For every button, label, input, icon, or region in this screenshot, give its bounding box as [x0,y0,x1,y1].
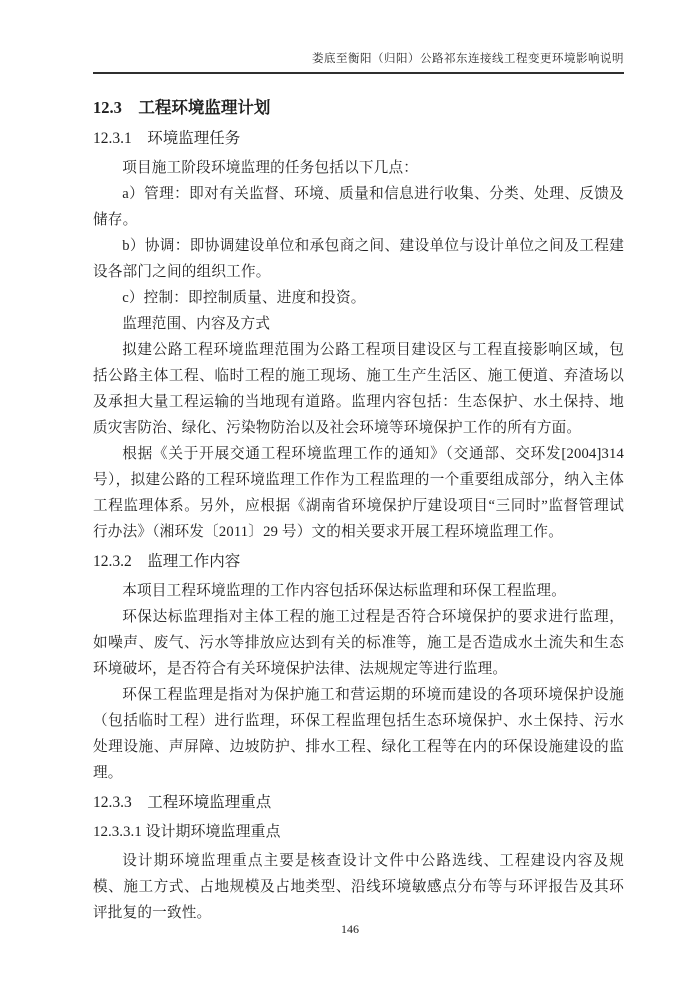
subsection-heading-12-3-3: 12.3.3 工程环境监理重点 [93,794,272,811]
page-number: 146 [341,922,359,936]
subsection-heading-12-3-3-1: 12.3.3.1 设计期环境监理重点 [93,824,281,840]
paragraph: 根据《关于开展交通工程环境监理工作的通知》（交通部、交环发[2004]314 号），拟建公路的工程环境监理工作作为工程监理的一个重要组成部分，纳入主体工程监理体系。另外，应根据《湖南省环境保护厅建设项目“三同时”监督管理试行办法》（湘环发〔2011〕29 号）文的相关要求开展工程环境监理工作。 [93,446,624,540]
page-header [93,50,624,74]
paragraph: 环保达标监理指对主体工程的施工过程是否符合环境保护的要求进行监理，如噪声、废气、污水等排放应达到有关的标准等，施工是否造成水土流失和生态环境破坏，是否符合有关环境保护法律、法规规定等进行监理。 [93,609,624,677]
paragraph: 环保工程监理是指对为保护施工和营运期的环境而建设的各项环境保护设施（包括临时工程）进行监理，环保工程监理包括生态环境保护、水土保持、污水处理设施、声屏障、边坡防护、排水工程、绿化工程等在内的环保设施建设的监理。 [93,687,624,781]
paragraph: 监理范围、内容及方式 [122,316,271,332]
page-footer [0,922,700,990]
subsection-heading-12-3-2: 12.3.2 监理工作内容 [93,553,241,570]
paragraph: 设计期环境监理重点主要是核查设计文件中公路选线、工程建设内容及规模、施工方式、占地规模及占地类型、沿线环境敏感点分布等与环评报告及其环评批复的一致性。 [93,853,624,921]
paragraph: 本项目工程环境监理的工作内容包括环保达标监理和环保工程监理。 [122,583,567,599]
paragraph: a）管理：即对有关监督、环境、质量和信息进行收集、分类、处理、反馈及储存。 [93,186,624,228]
paragraph: c）控制：即控制质量、进度和投资。 [122,290,366,306]
document-content [93,84,624,926]
subsection-heading-12-3-1: 12.3.1 环境监理任务 [93,130,241,147]
paragraph: 拟建公路工程环境监理范围为公路工程项目建设区与工程直接影响区域，包括公路主体工程、临时工程的施工现场、施工生产生活区、施工便道、弃渣场以及承担大量工程运输的当地现有道路。监理内容包括：生态保护、水土保持、地质灾害防治、绿化、污染物防治以及社会环境等环境保护工作的所有方面。 [93,342,624,436]
paragraph: b）协调：即协调建设单位和承包商之间、建设单位与设计单位之间及工程建设各部门之间的组织工作。 [93,238,624,280]
section-heading-12-3: 12.3 工程环境监理计划 [93,98,271,117]
paragraph: 项目施工阶段环境监理的任务包括以下几点： [122,160,419,176]
header-title: 娄底至衡阳（归阳）公路祁东连接线工程变更环境影响说明 [312,53,624,65]
